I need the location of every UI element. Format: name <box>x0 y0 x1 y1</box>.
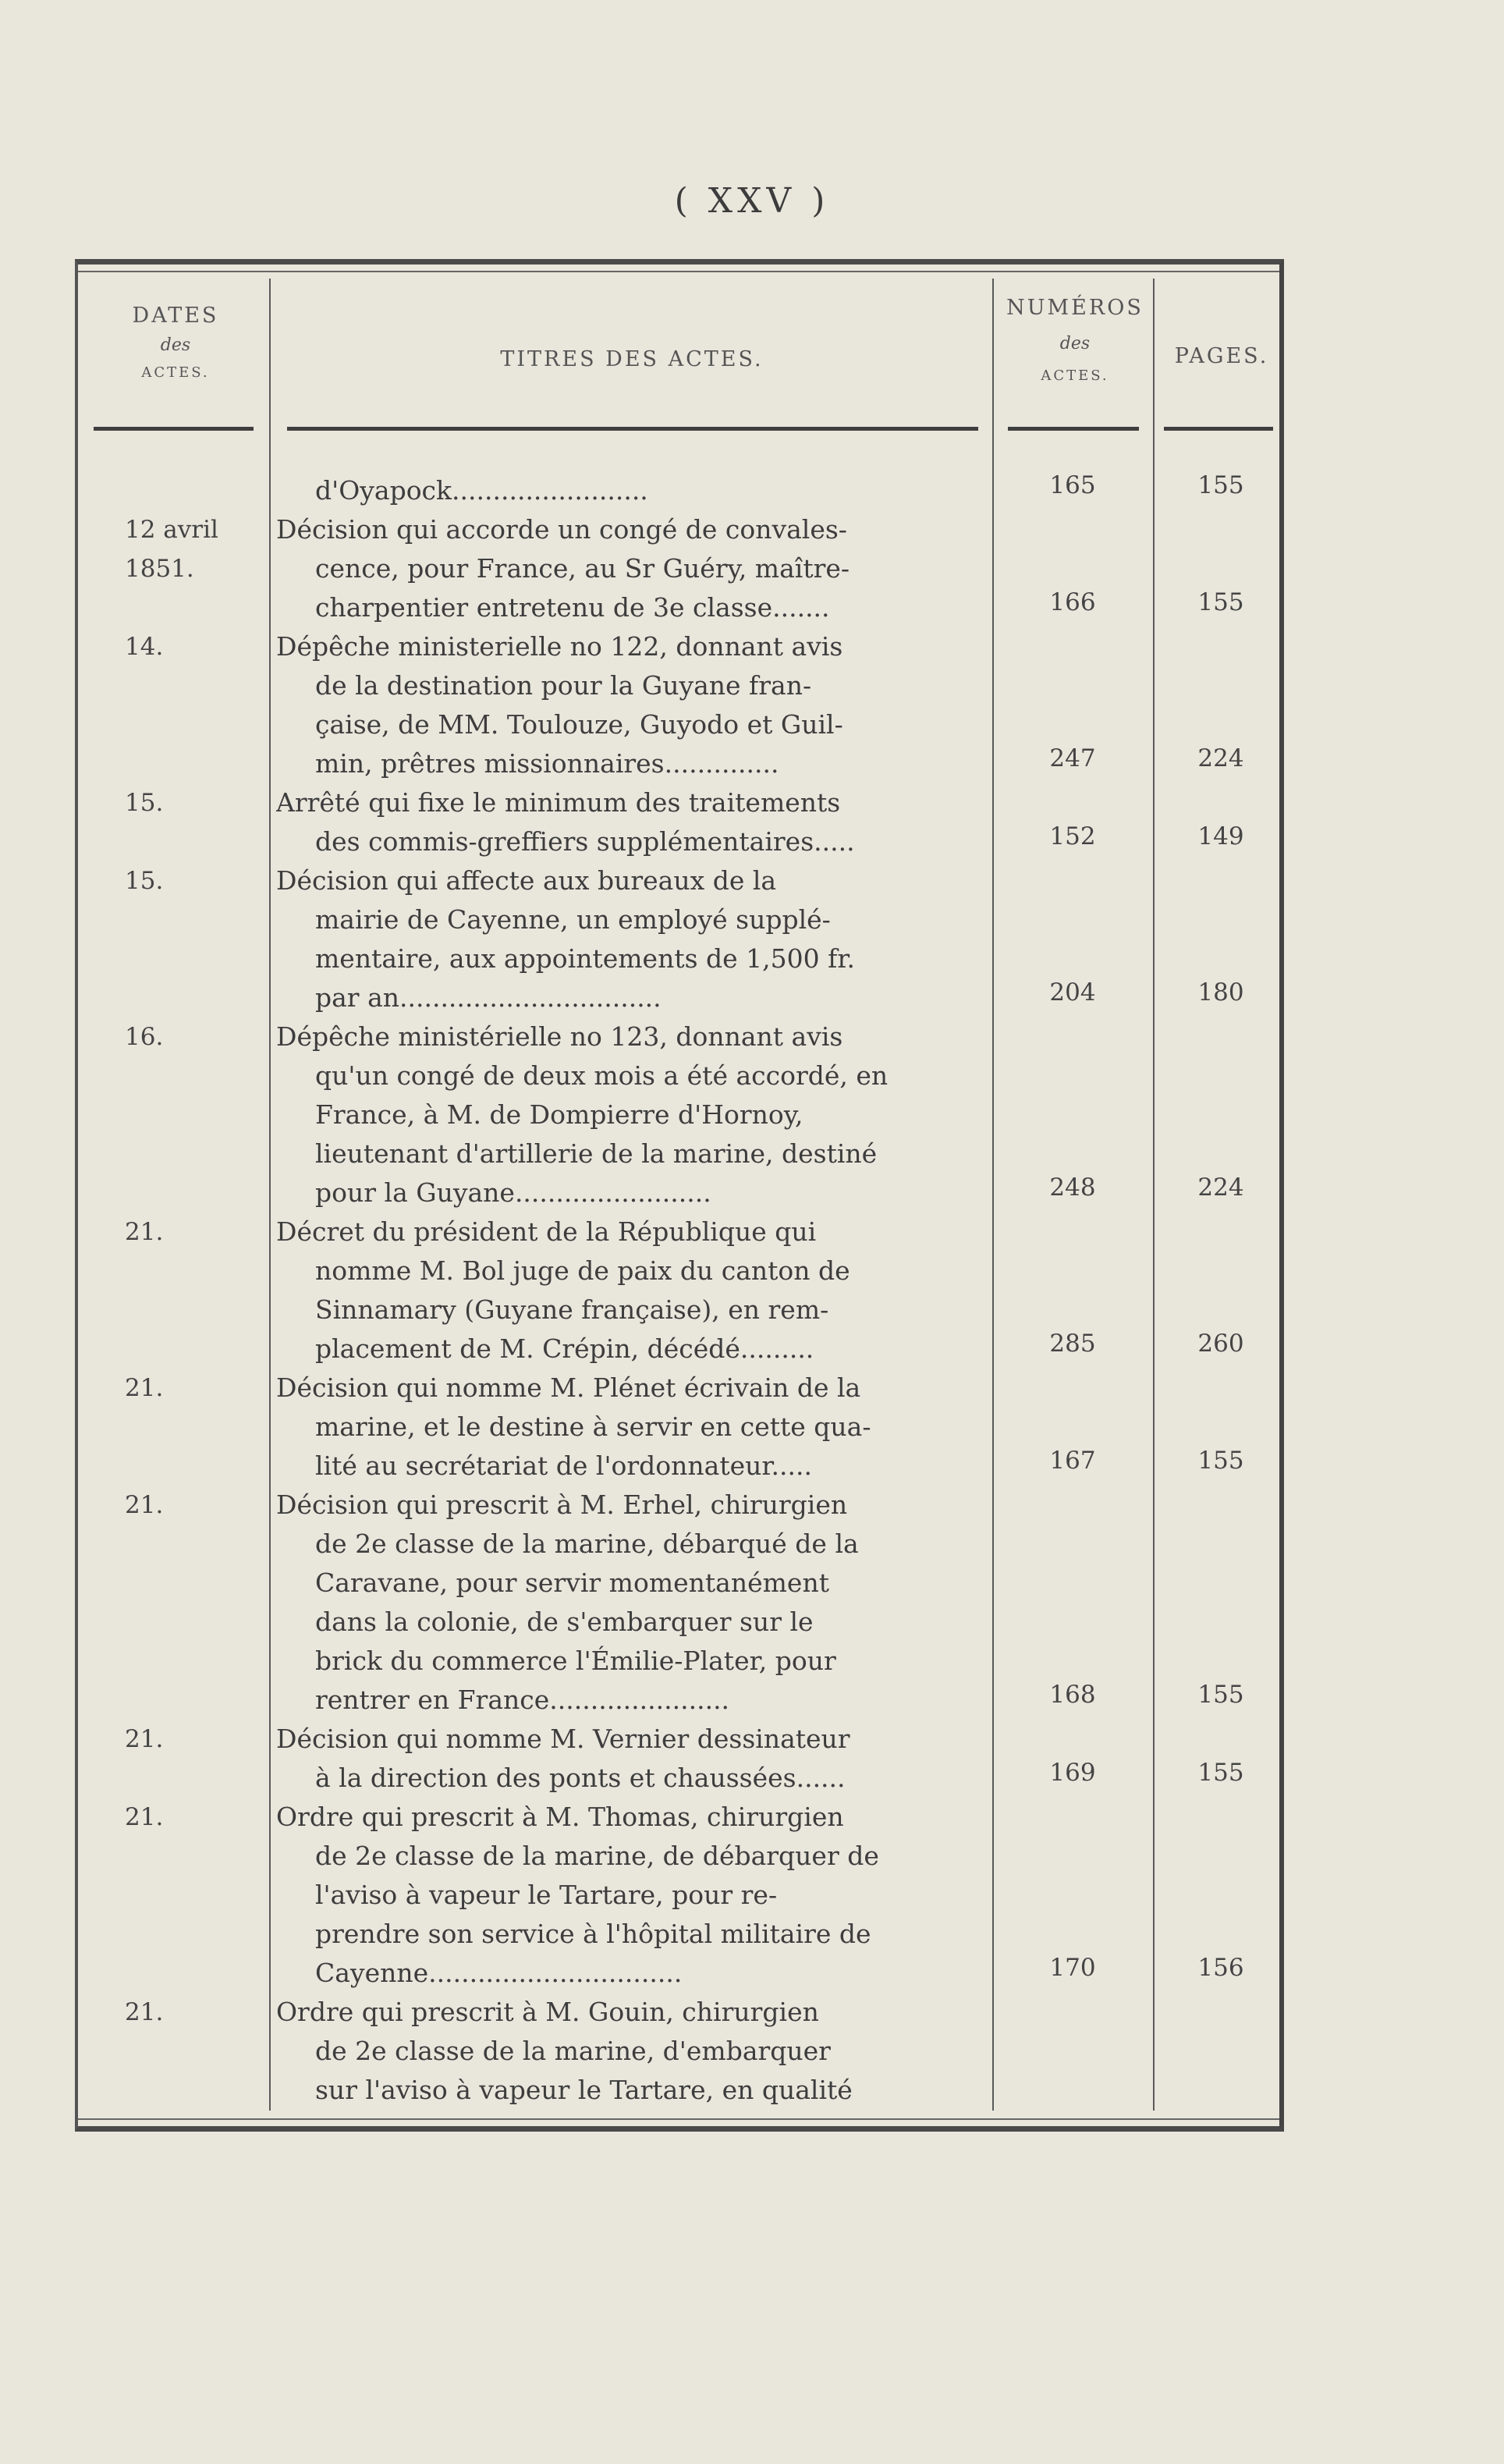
header-rule-titles <box>287 427 978 431</box>
row-title-line: de 2e classe de la marine, débarqué de la <box>315 1528 859 1559</box>
row-title-line: Dépêche ministérielle no 123, donnant avis <box>276 1021 843 1052</box>
row-title-line: Décret du président de la République qui <box>276 1216 817 1247</box>
row-number: 248 <box>1049 1173 1096 1202</box>
row-date: 14. <box>125 633 164 661</box>
column-divider-titles <box>992 279 994 2111</box>
header-titles: TITRES DES ACTES. <box>500 347 764 371</box>
row-title <box>276 627 990 783</box>
row-page: 260 <box>1197 1330 1244 1358</box>
row-title-line: nomme M. Bol juge de paix du canton de <box>315 1255 850 1286</box>
row-title <box>276 1017 990 1212</box>
header-rule-dates <box>94 427 254 431</box>
column-divider-numbers <box>1153 279 1155 2111</box>
row-date: 21. <box>125 1491 164 1519</box>
acts-table <box>75 259 1284 2132</box>
row-date: 12 avril 1851. <box>125 516 218 583</box>
row-title-line: charpentier entretenu de 3e classe....... <box>315 592 830 623</box>
header-rule-numbers <box>1008 427 1139 431</box>
row-date: 21. <box>125 1725 164 1753</box>
row-title <box>276 861 990 1017</box>
row-number: 168 <box>1049 1681 1096 1709</box>
frame-rule-top <box>78 271 1279 272</box>
row-title <box>276 1798 990 1993</box>
row-title <box>276 1369 990 1486</box>
row-title-line: brick du commerce l'Émilie-Plater, pour <box>315 1646 836 1676</box>
row-page: 155 <box>1197 1681 1244 1709</box>
row-title-line: Décision qui nomme M. Vernier dessinateur <box>276 1724 850 1754</box>
row-date: 21. <box>125 1218 164 1246</box>
frame-rule-bottom <box>78 2118 1279 2120</box>
row-title-line: France, à M. de Dompierre d'Hornoy, <box>315 1099 803 1130</box>
row-title-line: Caravane, pour servir momentanément <box>315 1568 829 1598</box>
row-title-line: d'Oyapock........................ <box>315 475 648 506</box>
row-page: 155 <box>1197 1759 1244 1787</box>
row-title-line: placement de M. Crépin, décédé......... <box>315 1333 814 1364</box>
row-page: 155 <box>1197 1447 1244 1475</box>
row-date: 21. <box>125 1374 164 1402</box>
row-title-line: Sinnamary (Guyane française), en rem- <box>315 1294 829 1325</box>
row-title-line: cence, pour France, au Sr Guéry, maître- <box>315 553 850 584</box>
row-number: 166 <box>1049 588 1096 616</box>
row-number: 170 <box>1049 1954 1096 1982</box>
row-title-line: pour la Guyane........................ <box>315 1177 711 1208</box>
row-title <box>276 1720 990 1798</box>
header-rule-pages <box>1164 427 1273 431</box>
row-page: 224 <box>1197 744 1244 772</box>
row-number: 204 <box>1049 978 1096 1007</box>
row-title <box>276 1486 990 1720</box>
row-title-line: par an................................ <box>315 982 662 1013</box>
row-title <box>276 1993 990 2110</box>
row-title-line: rentrer en France...................... <box>315 1685 730 1715</box>
row-date: 16. <box>125 1023 164 1051</box>
row-title-line: lité au secrétariat de l'ordonnateur..... <box>315 1450 812 1481</box>
row-title-line: sur l'aviso à vapeur le Tartare, en qualité <box>315 2075 853 2105</box>
row-title-line: prendre son service à l'hôpital militaire de <box>315 1919 871 1949</box>
row-page: 224 <box>1197 1173 1244 1202</box>
row-page: 149 <box>1197 822 1244 850</box>
row-title-line: mentaire, aux appointements de 1,500 fr. <box>315 943 855 974</box>
row-title-line: lieutenant d'artillerie de la marine, destiné <box>315 1138 878 1169</box>
row-date: 21. <box>125 1998 164 2026</box>
header-dates-line1: DATES <box>132 304 219 328</box>
row-page: 180 <box>1197 978 1244 1007</box>
row-number: 167 <box>1049 1447 1096 1475</box>
row-title-line: Ordre qui prescrit à M. Gouin, chirurgien <box>276 1997 819 2027</box>
header-numeros <box>997 296 1153 384</box>
header-numeros-line2: des <box>1059 334 1091 353</box>
row-title-line: l'aviso à vapeur le Tartare, pour re- <box>315 1880 778 1910</box>
row-title-line: des commis-greffiers supplémentaires..... <box>315 826 855 857</box>
row-title <box>276 1212 990 1369</box>
header-numeros-line3: ACTES. <box>1041 367 1109 384</box>
row-title-line: dans la colonie, de s'embarquer sur le <box>315 1607 814 1637</box>
row-title-line: Décision qui nomme M. Plénet écrivain de la <box>276 1372 861 1403</box>
row-page: 155 <box>1197 588 1244 616</box>
row-page: 155 <box>1197 471 1244 499</box>
row-date: 15. <box>125 789 164 817</box>
row-number: 169 <box>1049 1759 1096 1787</box>
row-title-line: Décision qui affecte aux bureaux de la <box>276 865 777 896</box>
row-title-line: de 2e classe de la marine, d'embarquer <box>315 2036 831 2066</box>
row-title-line: mairie de Cayenne, un employé supplé- <box>315 904 831 935</box>
header-numeros-line1: NUMÉROS <box>1006 296 1144 320</box>
row-number: 285 <box>1049 1330 1096 1358</box>
row-number: 152 <box>1049 822 1096 850</box>
column-divider-dates <box>269 279 271 2111</box>
row-page: 156 <box>1197 1954 1244 1982</box>
row-title-line: Décision qui accorde un congé de convales- <box>276 514 847 545</box>
row-title-line: min, prêtres missionnaires.............. <box>315 748 779 779</box>
header-dates-line3: ACTES. <box>141 364 210 381</box>
header-pages: PAGES. <box>1174 344 1269 368</box>
row-title-line: de la destination pour la Guyane fran- <box>315 670 812 701</box>
page-header: ( XXV ) <box>674 181 830 221</box>
row-title <box>276 471 990 510</box>
row-title <box>276 510 990 627</box>
row-title-line: Arrêté qui fixe le minimum des traitements <box>276 787 841 818</box>
row-title-line: Dépêche ministerielle no 122, donnant avis <box>276 631 843 662</box>
row-title-line: à la direction des ponts et chaussées...... <box>315 1763 846 1793</box>
row-title-line: de 2e classe de la marine, de débarquer de <box>315 1841 879 1871</box>
row-number: 247 <box>1049 744 1096 772</box>
row-title-line: Ordre qui prescrit à M. Thomas, chirurgien <box>276 1802 844 1832</box>
row-title-line: marine, et le destine à servir en cette qua- <box>315 1411 871 1442</box>
row-title <box>276 783 990 861</box>
row-title-line: çaise, de MM. Toulouze, Guyodo et Guil- <box>315 709 843 740</box>
row-number: 165 <box>1049 471 1096 499</box>
row-date: 21. <box>125 1803 164 1831</box>
row-title-line: Cayenne............................... <box>315 1958 683 1988</box>
header-dates-line2: des <box>160 336 191 355</box>
row-title-line: qu'un congé de deux mois a été accordé, en <box>315 1060 889 1091</box>
row-date: 15. <box>125 867 164 895</box>
header-dates <box>101 304 250 381</box>
row-title-line: Décision qui prescrit à M. Erhel, chirurgien <box>276 1489 848 1520</box>
